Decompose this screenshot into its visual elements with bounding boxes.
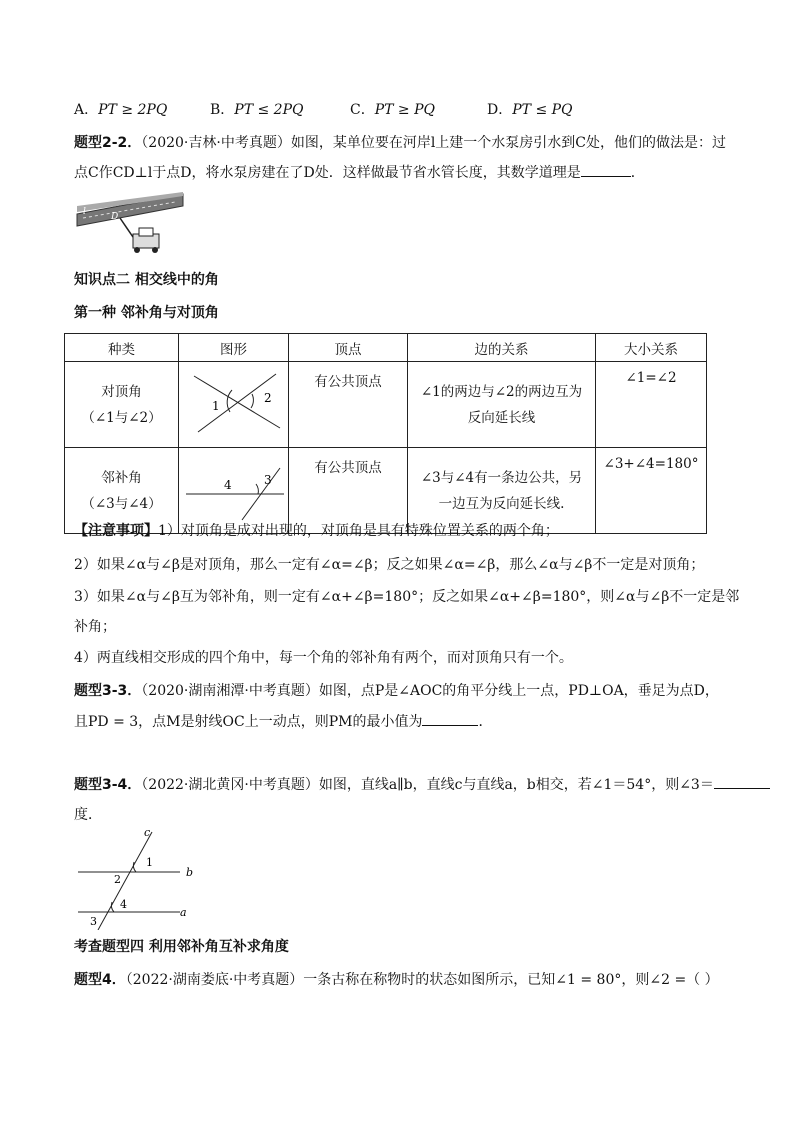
label-1: 1 xyxy=(146,856,153,869)
vertex-cell: 有公共顶点 xyxy=(289,448,408,534)
note-3: 3）如果∠α与∠β互为邻补角，则一定有∠α+∠β=180°；反之如果∠α+∠β=180°，则∠α与∠β不一定是邻 xyxy=(74,589,740,605)
col-edge: 边的关系 xyxy=(408,334,596,362)
table-row xyxy=(65,362,707,448)
angle-label-4: 4 xyxy=(223,477,232,492)
label-c: c xyxy=(144,826,151,839)
option-b: B．PT ≤ 2PQ xyxy=(210,102,304,118)
col-vertex: 顶点 xyxy=(289,334,408,362)
note-1: 【注意事项】1）对顶角是成对出现的，对顶角是具有特殊位置关系的两个角； xyxy=(74,523,559,539)
figure-cell xyxy=(179,362,289,448)
river-pump-figure xyxy=(75,192,185,258)
parallel-lines-figure xyxy=(74,826,204,930)
q22-line2: 点C作CD⊥l于点D，将水泵房建在了D处．这样做最节省水管长度，其数学道理是 ． xyxy=(74,165,645,181)
fig-label-l: l xyxy=(83,207,86,217)
note-3-cont: 补角； xyxy=(74,619,116,635)
note-2: 2）如果∠α与∠β是对顶角，那么一定有∠α=∠β；反之如果∠α=∠β，那么∠α与∠β不一定是对顶角； xyxy=(74,557,705,573)
vertex-cell: 有公共顶点 xyxy=(289,362,408,448)
col-figure: 图形 xyxy=(179,334,289,362)
angle-label-3: 3 xyxy=(263,472,272,487)
size-cell: ∠1=∠2 xyxy=(596,362,707,448)
q33-line2: 且PD = 3，点M是射线OC上一动点，则PM的最小值为 ． xyxy=(74,714,493,730)
q33-line1: 题型3-3．（2020·湖南湘潭·中考真题）如图，点P是∠AOC的角平分线上一点，PD⊥OA，垂足为点D， xyxy=(74,683,719,699)
option-c: C．PT ≥ PQ xyxy=(350,102,436,118)
label-2: 2 xyxy=(114,873,121,886)
angle-label-1: 1 xyxy=(211,398,220,413)
edge-cell: ∠3与∠4有一条边公共，另 一边互为反向延长线. xyxy=(408,448,596,534)
note-4: 4）两直线相交形成的四个角中，每一个角的邻补角有两个，而对顶角只有一个。 xyxy=(74,650,573,666)
q34-line1: 题型3-4．（2022·湖北黄冈·中考真题）如图，直线a∥b，直线c与直线a，b相交，若∠1＝54°，则∠3＝ xyxy=(74,775,734,795)
answer-blank[interactable] xyxy=(714,788,770,789)
col-kind: 种类 xyxy=(65,334,179,362)
kind-cell: 邻补角 （∠3与∠4） xyxy=(65,448,179,534)
fig-label-d: D xyxy=(111,212,119,222)
answer-blank[interactable] xyxy=(422,725,478,726)
table-header-row xyxy=(65,334,707,362)
q4-line1: 题型4．（2022·湖南娄底·中考真题）一条古称在称物时的状态如图所示，已知∠1 = 80°，则∠2 =（ ） xyxy=(74,972,719,988)
answer-blank[interactable] xyxy=(581,176,631,177)
vertical-angles-figure xyxy=(184,368,284,438)
angle-table xyxy=(64,333,707,534)
size-cell: ∠3+∠4=180° xyxy=(596,448,707,534)
label-a: a xyxy=(180,906,187,919)
edge-cell: ∠1的两边与∠2的两边互为 反向延长线 xyxy=(408,362,596,448)
angle-label-2: 2 xyxy=(263,390,272,405)
subsection1-title: 第一种 邻补角与对顶角 xyxy=(74,305,219,321)
option-a: A．PT ≥ 2PQ xyxy=(74,102,168,118)
option-d: D．PT ≤ PQ xyxy=(487,102,573,118)
label-b: b xyxy=(186,866,194,879)
label-3: 3 xyxy=(90,915,97,928)
q22-line1: 题型2-2．（2020·吉林·中考真题）如图，某单位要在河岸l上建一个水泵房引水到C处，他们的做法是：过 xyxy=(74,135,727,151)
label-4: 4 xyxy=(120,898,127,911)
kind-cell: 对顶角 （∠1与∠2） xyxy=(65,362,179,448)
section4-title: 考查题型四 利用邻补角互补求角度 xyxy=(74,939,289,955)
adjacent-angles-figure xyxy=(184,454,284,524)
col-size: 大小关系 xyxy=(596,334,707,362)
section2-title: 知识点二 相交线中的角 xyxy=(74,272,219,288)
q34-line2: 度． xyxy=(74,807,102,823)
